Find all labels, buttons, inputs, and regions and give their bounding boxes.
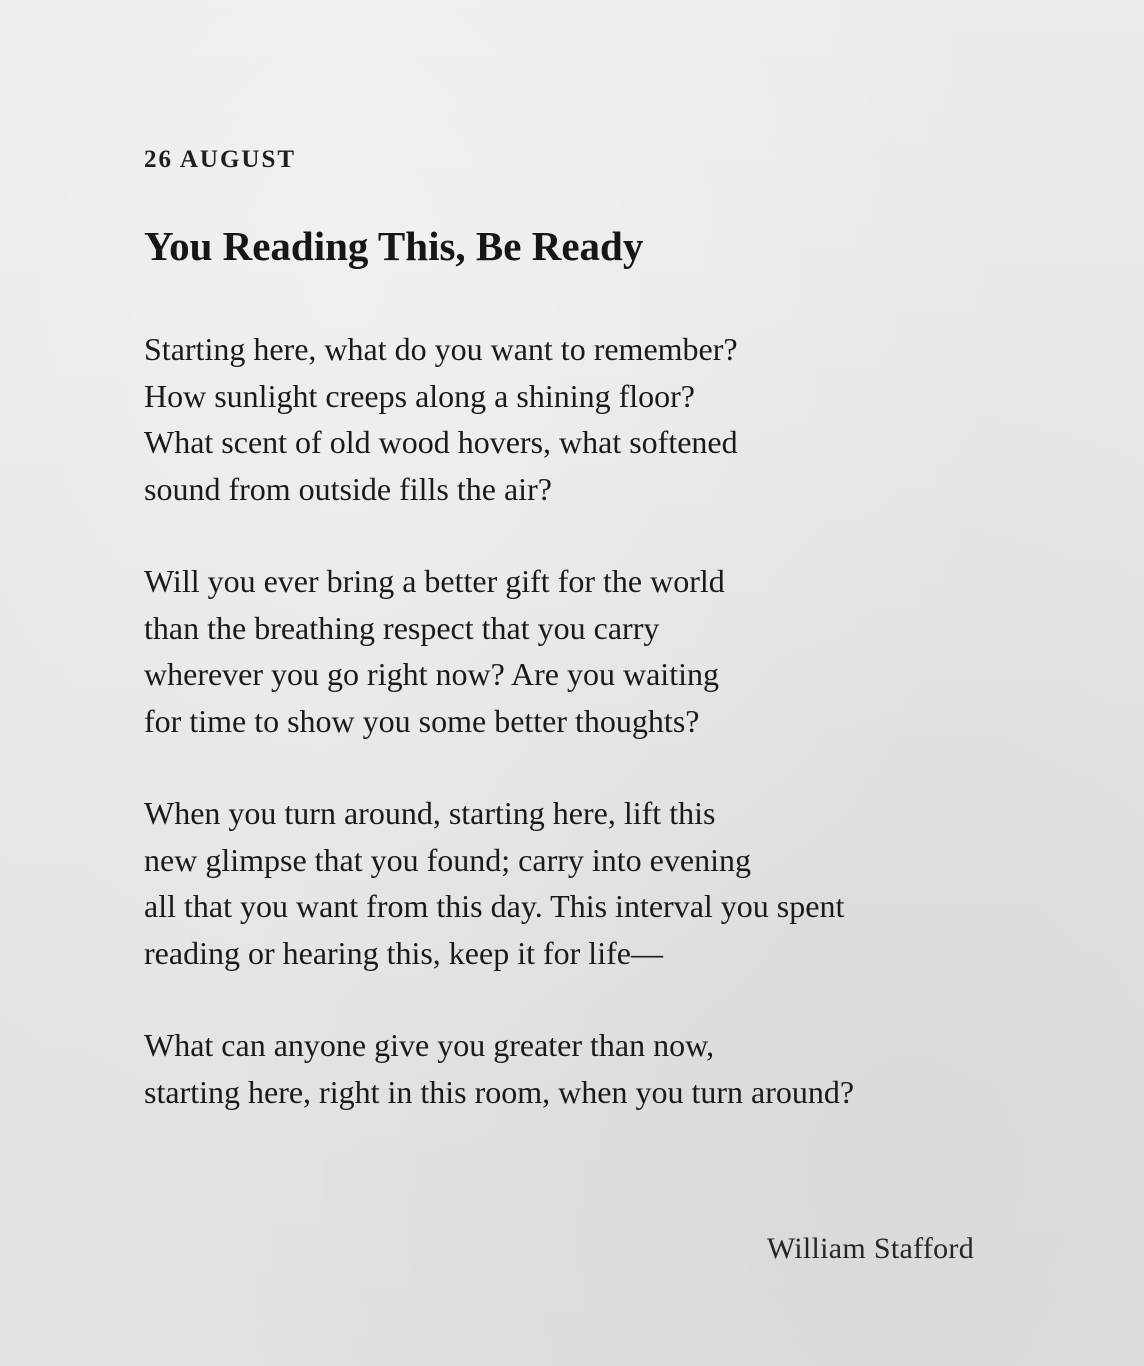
poem-line: What can anyone give you greater than now, xyxy=(144,1027,715,1063)
poem-line: new glimpse that you found; carry into evening xyxy=(144,841,751,878)
poem-line: starting here, right in this room, when you turn around? xyxy=(144,1073,855,1110)
poem-line: How sunlight creeps along a shining floor? xyxy=(144,377,695,414)
poem-title: You Reading This, Be Ready xyxy=(144,223,644,269)
stanza-1 xyxy=(144,326,1044,512)
stanza-3 xyxy=(144,790,1044,976)
stanza-2 xyxy=(144,558,1044,744)
poem-line: Will you ever bring a better gift for the world xyxy=(144,563,725,599)
poem-line: for time to show you some better thoughts? xyxy=(144,702,700,739)
poem-body xyxy=(144,326,1044,1161)
author-name: William Stafford xyxy=(766,1232,974,1265)
poem-line: than the breathing respect that you carry xyxy=(144,609,660,646)
poem-line: When you turn around, starting here, lift this xyxy=(144,795,716,831)
poem-line: all that you want from this day. This interval you spent xyxy=(144,888,845,924)
poem-line: wherever you go right now? Are you waiting xyxy=(144,656,719,692)
poem-line: reading or hearing this, keep it for life— xyxy=(144,934,663,971)
stanza-4 xyxy=(144,1022,1044,1115)
poem-line: sound from outside fills the air? xyxy=(144,470,552,507)
poem-line: What scent of old wood hovers, what softened xyxy=(144,424,738,460)
poem-line: Starting here, what do you want to remember? xyxy=(144,331,738,367)
date-heading: 26 AUGUST xyxy=(144,146,297,173)
